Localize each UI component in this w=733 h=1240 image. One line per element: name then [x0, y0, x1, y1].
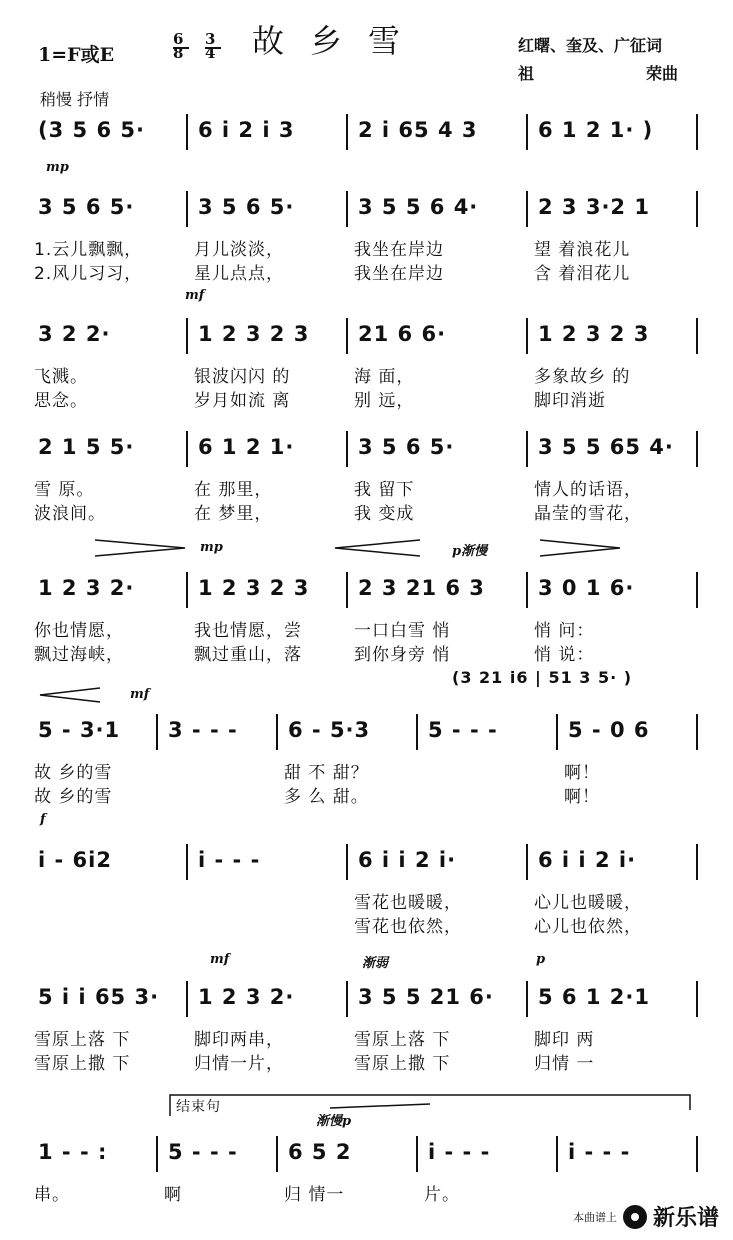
- lyric-2: 星儿点点，: [194, 264, 284, 284]
- lyric-1: 情人的话语，: [534, 480, 642, 500]
- lyric-2: 雪花也依然，: [354, 917, 462, 937]
- lyric-1: 我也情愿，尝: [194, 621, 302, 641]
- measure-notes: 5 - 0 6: [568, 718, 650, 742]
- measure-notes: 1 2 3 2 3: [538, 322, 650, 346]
- measure-notes: 5 - - -: [428, 718, 498, 742]
- lyric-1: 雪原上落 下: [34, 1030, 131, 1050]
- footer-text: 本曲谱上: [572, 1210, 617, 1224]
- lyric-2: 归情 一: [534, 1054, 595, 1074]
- measure-notes: 6 5 2: [288, 1140, 352, 1164]
- lyric-2: 我 变成: [354, 504, 415, 524]
- lyric-2: 悄 说：: [534, 645, 595, 665]
- measure-notes: 6 1 2 1·: [198, 435, 295, 459]
- lyric-1: 1.云儿飘飘，: [34, 240, 143, 260]
- measure-notes: 6 i i 2 i·: [538, 848, 637, 872]
- lyricist: 红曙、奎及、广征词: [518, 36, 663, 55]
- measure-notes: 1 - - :: [38, 1140, 108, 1164]
- footer: [573, 1201, 719, 1232]
- dynamic-marking: 渐弱: [362, 956, 389, 971]
- lyric-2: 含 着泪花儿: [534, 264, 631, 284]
- lyric-1: 片。: [424, 1185, 460, 1205]
- brand-name: 新乐谱: [652, 1206, 719, 1231]
- lyric-2: 2.风儿习习，: [34, 264, 143, 284]
- measure-notes: i - - -: [198, 848, 261, 872]
- lyric-1: 海 面，: [354, 367, 415, 387]
- measure-notes: 3 5 6 5·: [358, 435, 455, 459]
- meter-denominator: 8: [173, 44, 184, 62]
- measure-notes: 6 i i 2 i·: [358, 848, 457, 872]
- lyric-2: 别 远，: [354, 391, 415, 411]
- lyric-1: 月儿淡淡，: [194, 240, 284, 260]
- lyric-1: 你也情愿，: [34, 621, 124, 641]
- lyric-2: 归情一片，: [194, 1054, 284, 1074]
- dynamic-marking: f: [40, 812, 46, 827]
- lyric-2: 我坐在岸边: [354, 264, 444, 284]
- lyric-1: 雪 原。: [34, 480, 95, 500]
- measure-notes: 21 6 6·: [358, 322, 447, 346]
- lyric-1: 脚印两串，: [194, 1030, 284, 1050]
- measure-notes: 3 - - -: [168, 718, 238, 742]
- lyric-1: 啊！: [564, 763, 600, 783]
- measure-notes: 3 5 6 5·: [198, 195, 295, 219]
- composer-surname: 祖: [518, 64, 535, 83]
- crescendo-hairpin: [335, 540, 420, 556]
- lyric-1: 望 着浪花儿: [534, 240, 631, 260]
- measure-notes: 3 5 6 5·: [38, 195, 135, 219]
- lyric-1: 我坐在岸边: [354, 240, 444, 260]
- lyric-2: 雪原上撒 下: [34, 1054, 131, 1074]
- measure-notes: 6 i 2 i 3: [198, 118, 295, 142]
- measure-notes: (3 5 6 5·: [38, 118, 145, 142]
- tempo-marking: 稍慢 抒情: [40, 90, 110, 109]
- lyric-1: 在 那里，: [194, 480, 273, 500]
- measure-notes: 1 2 3 2 3: [198, 576, 310, 600]
- measure-notes: i - - -: [568, 1140, 631, 1164]
- lyric-2: 飘过重山，落: [194, 645, 302, 665]
- lyric-2: 多 么 甜。: [284, 787, 369, 807]
- lyric-2: 思念。: [34, 391, 88, 411]
- measure-notes: 5 - 3·1: [38, 718, 121, 742]
- ending-label: 结束句: [176, 1099, 221, 1115]
- dynamic-marking: p: [536, 952, 546, 967]
- meter-denominator: 4: [205, 44, 216, 62]
- ending-bracket: [170, 1095, 690, 1116]
- lyric-1: 雪花也暖暖，: [354, 893, 462, 913]
- decrescendo-hairpin: [95, 540, 185, 556]
- crescendo-hairpin: [40, 688, 100, 702]
- measure-notes: 3 2 2·: [38, 322, 111, 346]
- lyric-2: 岁月如流 离: [194, 391, 291, 411]
- measure-notes: 5 - - -: [168, 1140, 238, 1164]
- lyric-1: 银波闪闪 的: [194, 367, 291, 387]
- measure-notes: 3 5 5 6 4·: [358, 195, 479, 219]
- instrumental-cue: (3 21 i6 | 51 3 5· ): [452, 668, 633, 687]
- composer-given: 荣曲: [645, 64, 678, 83]
- meter-numerator: 6: [173, 30, 184, 48]
- measure-notes: 2 3 3·2 1: [538, 195, 650, 219]
- lyric-1: 悄 问：: [534, 621, 595, 641]
- lyric-1: 多象故乡 的: [534, 367, 631, 387]
- measure-notes: 3 5 5 65 4·: [538, 435, 674, 459]
- lyric-2: 在 梦里，: [194, 504, 273, 524]
- disc-logo-icon: [623, 1205, 647, 1229]
- song-title: 故乡雪: [252, 22, 427, 60]
- dynamic-marking: mf: [130, 687, 150, 702]
- lyric-1: 我 留下: [354, 480, 415, 500]
- lyric-2: 波浪间。: [34, 504, 106, 524]
- lyric-2: 到你身旁 悄: [354, 645, 451, 665]
- measure-notes: 2 1 5 5·: [38, 435, 135, 459]
- meter-numerator: 3: [205, 30, 216, 48]
- measure-notes: 5 i i 65 3·: [38, 985, 160, 1009]
- lyric-2: 故 乡的雪: [34, 787, 113, 807]
- lyric-1: 一口白雪 悄: [354, 621, 451, 641]
- lyric-1: 脚印 两: [534, 1030, 595, 1050]
- measure-notes: i - - -: [428, 1140, 491, 1164]
- measure-notes: 1 2 3 2 3: [198, 322, 310, 346]
- measure-notes: 3 5 5 21 6·: [358, 985, 494, 1009]
- lyric-1: 飞溅。: [34, 367, 88, 387]
- measure-notes: 6 - 5·3: [288, 718, 371, 742]
- lyric-2: 飘过海峡，: [34, 645, 124, 665]
- dynamic-marking: mf: [185, 288, 205, 303]
- key-signature: 1=F或E: [38, 44, 115, 66]
- measure-notes: i - 6i2: [38, 848, 112, 872]
- measure-notes: 2 i 65 4 3: [358, 118, 478, 142]
- decrescendo-hairpin: [540, 540, 620, 556]
- lyric-1: 归 情一: [284, 1185, 345, 1205]
- lyric-2: 雪原上撒 下: [354, 1054, 451, 1074]
- lyric-2: 心儿也依然，: [534, 917, 642, 937]
- lyric-2: 啊！: [564, 787, 600, 807]
- lyric-1: 串。: [34, 1185, 70, 1205]
- dynamic-marking: mf: [210, 952, 230, 967]
- dynamic-marking: p渐慢: [452, 544, 488, 559]
- lyric-2: 脚印消逝: [534, 391, 606, 411]
- lyric-1: 雪原上落 下: [354, 1030, 451, 1050]
- measure-notes: 1 2 3 2·: [38, 576, 135, 600]
- measure-notes: 5 6 1 2·1: [538, 985, 650, 1009]
- dynamic-marking: 渐慢p: [316, 1114, 352, 1129]
- lyric-1: 啊: [164, 1185, 182, 1205]
- lyric-2: 晶莹的雪花，: [534, 504, 642, 524]
- lyric-1: 故 乡的雪: [34, 763, 113, 783]
- measure-notes: 1 2 3 2·: [198, 985, 295, 1009]
- measure-notes: 2 3 21 6 3: [358, 576, 485, 600]
- measure-notes: 3 0 1 6·: [538, 576, 635, 600]
- fermata-line: [330, 1104, 430, 1108]
- dynamic-marking: mp: [200, 540, 223, 555]
- dynamic-marking: mp: [46, 160, 69, 175]
- lyric-1: 心儿也暖暖，: [534, 893, 642, 913]
- measure-notes: 6 1 2 1· ): [538, 118, 654, 142]
- lyric-1: 甜 不 甜？: [284, 763, 369, 783]
